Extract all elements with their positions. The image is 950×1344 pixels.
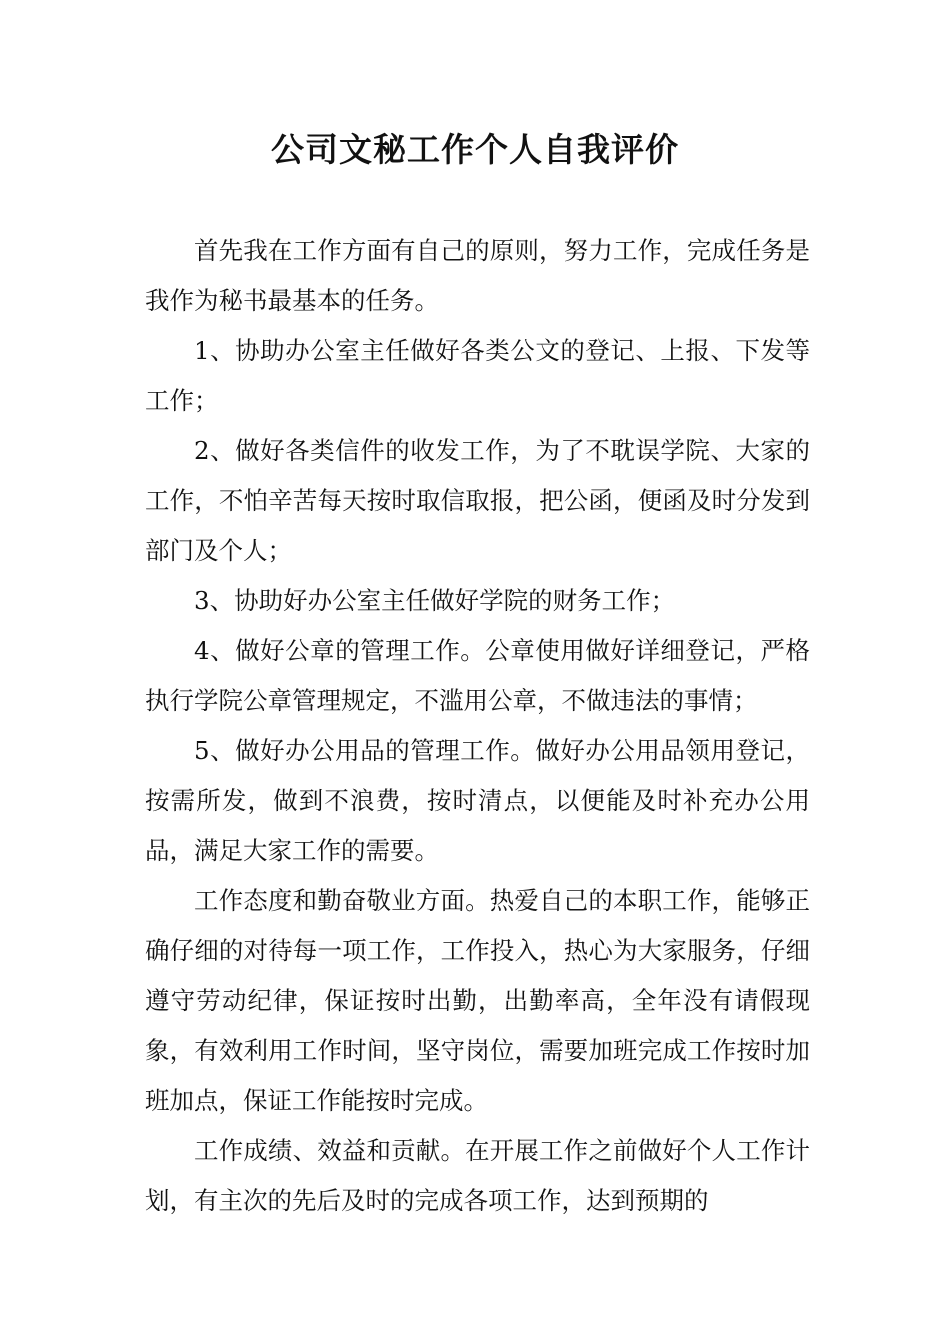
document-body — [145, 226, 810, 1226]
paragraph-item-5: 5、做好办公用品的管理工作。做好办公用品领用登记，按需所发，做到不浪费，按时清点，以便能及时补充办公用品，满足大家工作的需要。 — [145, 736, 810, 865]
paragraph-item-2: 2、做好各类信件的收发工作，为了不耽误学院、大家的工作，不怕辛苦每天按时取信取报，把公函，便函及时分发到部门及个人； — [145, 436, 810, 565]
paragraph-item-1: 1、协助办公室主任做好各类公文的登记、上报、下发等工作； — [145, 336, 810, 415]
paragraph-achievements: 工作成绩、效益和贡献。在开展工作之前做好个人工作计划，有主次的先后及时的完成各项工作，达到预期的 — [145, 1136, 810, 1215]
paragraph-item-4: 4、做好公章的管理工作。公章使用做好详细登记，严格执行学院公章管理规定，不滥用公章，不做违法的事情； — [145, 636, 810, 715]
paragraph-intro: 首先我在工作方面有自己的原则，努力工作，完成任务是我作为秘书最基本的任务。 — [145, 236, 810, 315]
paragraph-attitude: 工作态度和勤奋敬业方面。热爱自己的本职工作，能够正确仔细的对待每一项工作，工作投入，热心为大家服务，仔细遵守劳动纪律，保证按时出勤，出勤率高，全年没有请假现象，有效利用工作时间，坚守岗位，需要加班完成工作按时加班加点，保证工作能按时完成。 — [145, 886, 810, 1115]
document-title: 公司文秘工作个人自我评价 — [271, 130, 679, 169]
paragraph-item-3: 3、协助好办公室主任做好学院的财务工作； — [194, 586, 676, 615]
